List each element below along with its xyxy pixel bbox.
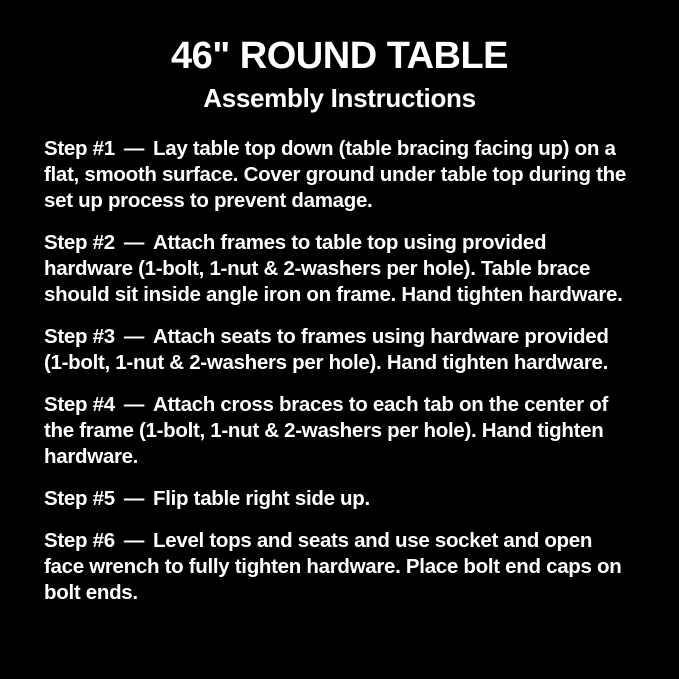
step-item [44,528,635,606]
step-separator: — [123,325,145,348]
header [0,34,679,114]
step-separator: — [123,529,145,552]
step-text: Lay table top down (table bracing facing up) on a flat, smooth surface. Cover ground under table top during the set up process to prevent damage. [44,137,626,212]
step-label: Step #3 [44,325,115,348]
step-text: Attach seats to frames using hardware provided (1-bolt, 1-nut & 2-washers per hole). Hand tighten hardware. [44,325,609,374]
page-subtitle: Assembly Instructions [203,83,476,113]
step-separator: — [123,393,145,416]
step-label: Step #4 [44,393,115,416]
page-title: 46" ROUND TABLE [170,35,509,77]
step-label: Step #5 [44,487,115,510]
step-text: Flip table right side up. [153,487,370,510]
step-text: Level tops and seats and use socket and open face wrench to fully tighten hardware. Place bolt end caps on bolt ends. [44,529,622,604]
step-label: Step #6 [44,529,115,552]
step-item [44,486,635,512]
step-item [44,392,635,470]
step-label: Step #2 [44,231,115,254]
step-item [44,324,635,376]
step-label: Step #1 [44,137,115,160]
step-text: Attach frames to table top using provided hardware (1-bolt, 1-nut & 2-washers per hole). Table brace should sit inside angle iron on frame. Hand tighten hardware. [44,231,623,306]
step-separator: — [123,231,145,254]
steps-list [0,136,679,606]
step-item [44,136,635,214]
step-item [44,230,635,308]
step-separator: — [123,137,145,160]
step-text: Attach cross braces to each tab on the center of the frame (1-bolt, 1-nut & 2-washers per hole). Hand tighten hardware. [44,393,608,468]
step-separator: — [123,487,145,510]
